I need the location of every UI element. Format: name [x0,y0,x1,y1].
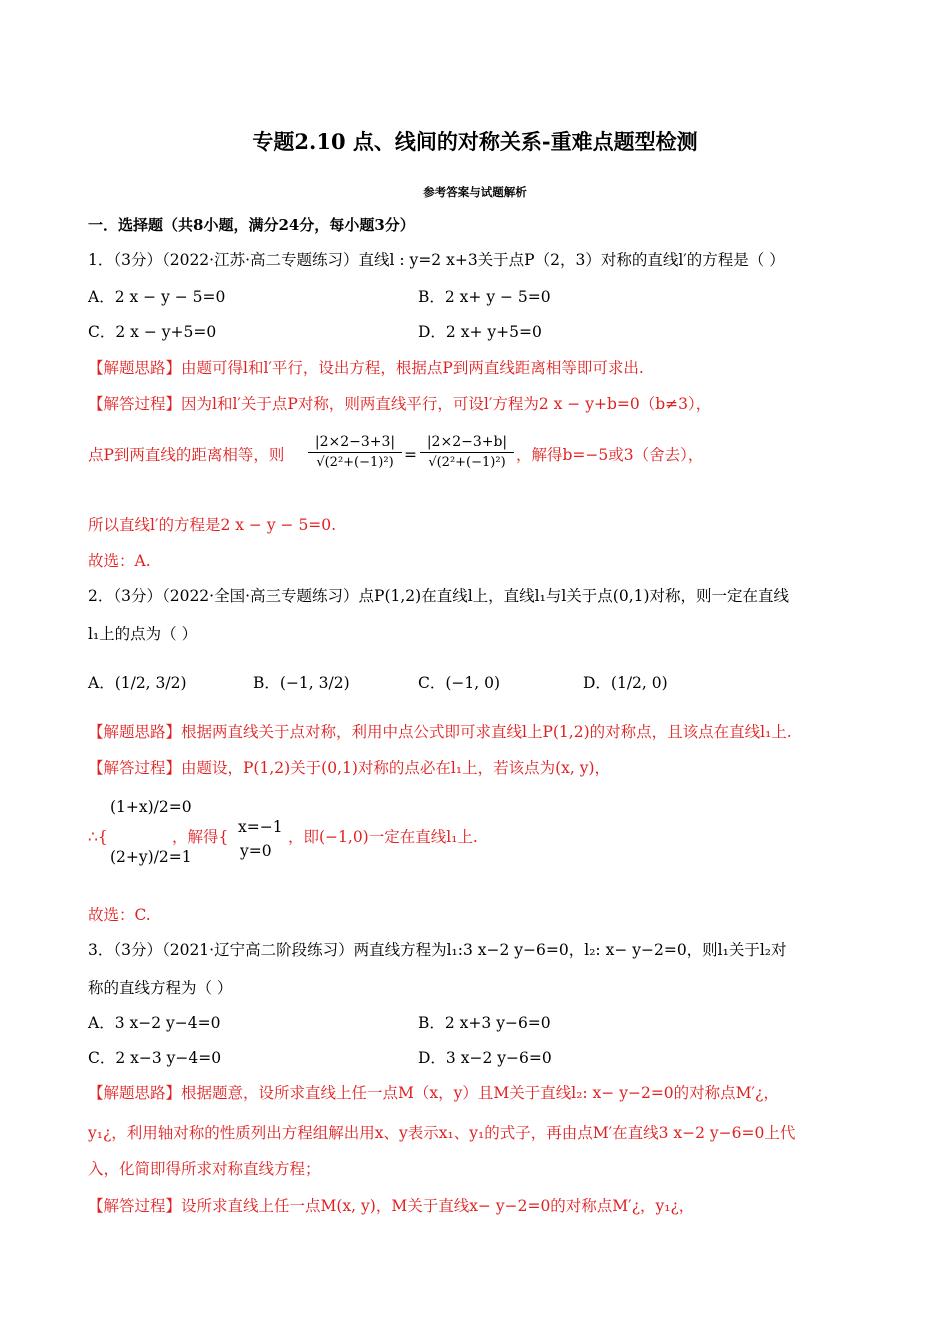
q1-process-2-result: ，解得b=−5或3（舍去）， [516,446,704,464]
q2-solution-x: x=−1 [238,818,283,836]
q2-option-d: D．(1/2, 0) [583,674,668,692]
q2-solve-lead: ，解得{ [172,828,229,846]
q3-option-b: B．2 x+3 y−6=0 [418,1014,551,1032]
q1-fraction-1-denominator: √(2²+(−1)²) [316,455,394,470]
q3-stem-line-1: 3．（3分）（2021·辽宁高二阶段练习）两直线方程为l₁:3 x−2 y−6=0，l₂: x− y−2=0，则l₁关于l₂对 [88,941,787,959]
q2-option-b: B．(−1, 3/2) [253,674,350,692]
q1-option-d: D．2 x+ y+5=0 [418,323,542,341]
q2-answer: 故选：C. [88,906,151,924]
q1-option-b: B．2 x+ y − 5=0 [418,288,551,306]
q1-answer: 故选：A. [88,552,151,570]
q1-solution-process-1: 【解答过程】因为l和l′关于点P对称，则两直线平行，可设l′方程为2 x − y+b=0（b≠3）， [88,395,712,413]
page-title: 专题2.10 点、线间的对称关系-重难点题型检测 [252,129,698,154]
page-subtitle: 参考答案与试题解析 [423,185,527,199]
q2-solution-y: y=0 [240,842,272,860]
q1-solution-idea: 【解题思路】由题可得l和l′平行，设出方程，根据点P到两直线距离相等即可求出. [88,359,644,377]
q1-stem: 1．（3分）（2022·江苏·高二专题练习）直线l : y=2 x+3关于点P（2，3）对称的直线l′的方程是（ ） [88,251,785,269]
q1-option-c: C．2 x − y+5=0 [88,323,217,341]
q2-stem-line-1: 2．（3分）（2022·全国·高三专题练习）点P(1,2)在直线l上，直线l₁与l关于点(0,1)对称，则一定在直线 [88,587,790,605]
q3-option-c: C．2 x−3 y−4=0 [88,1049,222,1067]
q3-solution-idea-1: 【解题思路】根据题意，设所求直线上任一点M（x，y）且M关于直线l₂: x− y−2=0的对称点M′¿， [88,1084,779,1102]
q1-fraction-1-numerator: |2×2−3+3| [308,434,402,453]
q2-stem-line-2: l₁上的点为（ ） [88,625,198,643]
q3-solution-idea-3: 入，化简即得所求对称直线方程； [88,1160,321,1178]
section-heading: 一．选择题（共8小题，满分24分，每小题3分） [88,216,415,234]
q1-option-a: A．2 x − y − 5=0 [88,288,226,306]
q3-stem-line-2: 称的直线方程为（ ） [88,979,233,997]
q2-option-a: A．(1/2, 3/2) [88,674,187,692]
q2-option-c: C．(−1, 0) [418,674,501,692]
q2-therefore: ∴{ [88,828,108,846]
q3-solution-process-1: 【解答过程】设所求直线上任一点M(x, y)，M关于直线x− y−2=0的对称点M′¿，y₁¿， [88,1197,695,1215]
q2-solution-idea: 【解题思路】根据两直线关于点对称，利用中点公式即可求直线l上P(1,2)的对称点，且该点在直线l₁上. [88,723,792,741]
q1-process-2-lead: 点P到两直线的距离相等，则 [88,446,285,464]
q3-option-a: A．3 x−2 y−4=0 [88,1014,221,1032]
q2-solution-process-1: 【解答过程】由题设，P(1,2)关于(0,1)对称的点必在l₁上，若该点为(x, y)， [88,759,611,777]
q1-fraction-2 [420,434,514,470]
q1-fraction-2-numerator: |2×2−3+b| [420,434,514,453]
q1-fraction-2-denominator: √(2²+(−1)²) [428,455,506,470]
q2-system-eq-1: (1+x)/2=0 [110,798,192,816]
q1-solution-process-3: 所以直线l′的方程是2 x − y − 5=0. [88,516,337,534]
q3-solution-idea-2: y₁¿，利用轴对称的性质列出方程组解出用x、y表示x₁、y₁的式子，再由点M′在直线3 x−2 y−6=0上代 [88,1124,796,1142]
q3-option-d: D．3 x−2 y−6=0 [418,1049,552,1067]
q2-system-eq-2: (2+y)/2=1 [110,848,192,866]
q2-process-2-result: ，即(−1,0)一定在直线l₁上. [288,828,478,846]
q1-equals-sign: = [404,446,417,464]
q1-fraction-1 [308,434,402,470]
